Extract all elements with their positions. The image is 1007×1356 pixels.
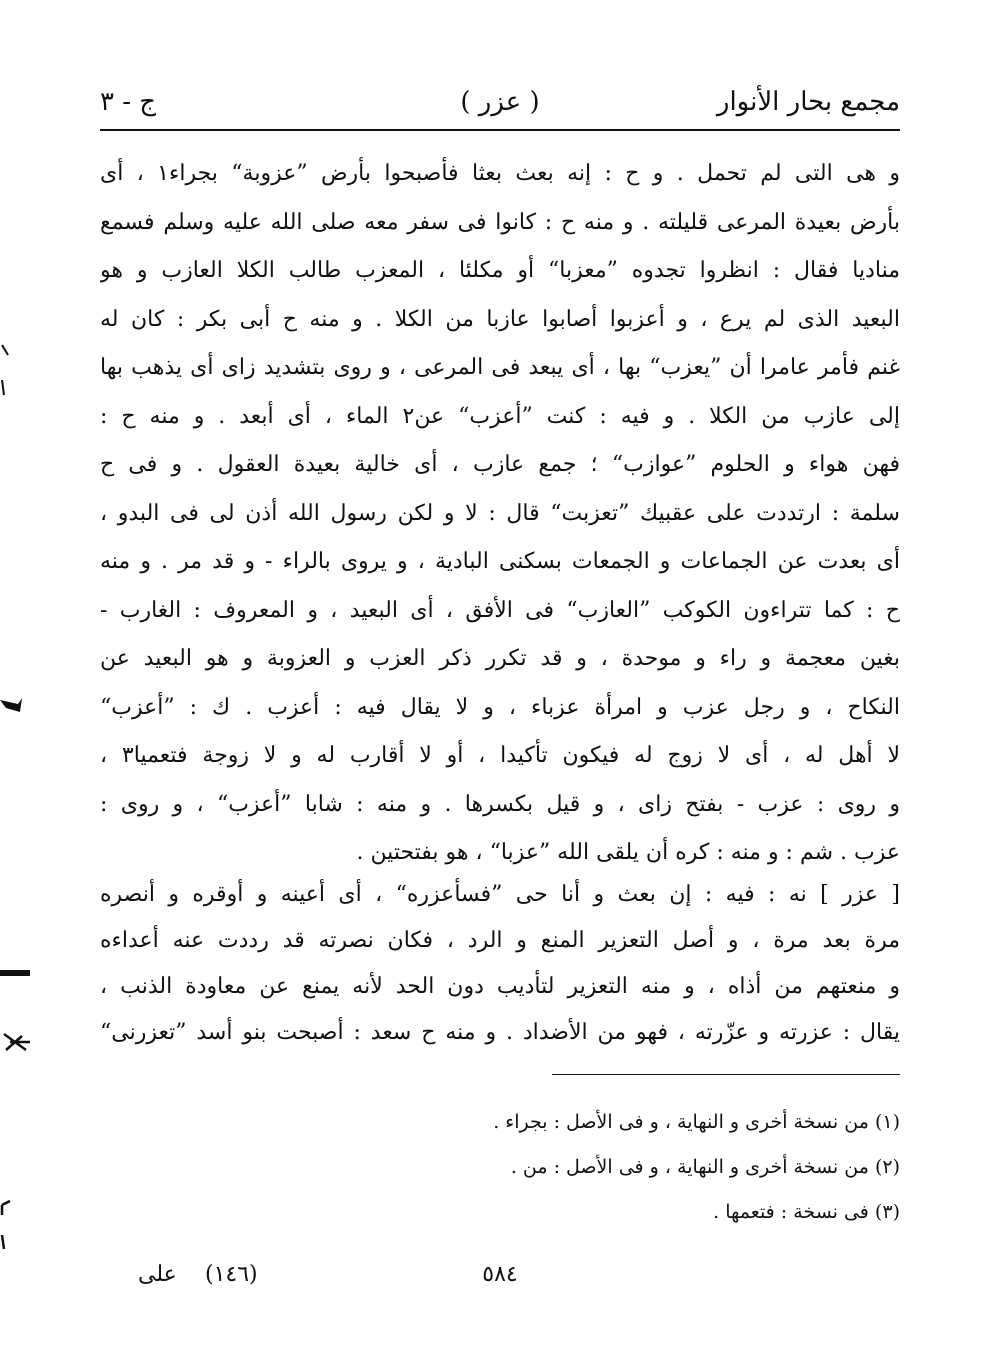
header-divider bbox=[100, 129, 900, 131]
book-title: مجمع بحار الأنوار bbox=[716, 87, 900, 117]
text-line: و روى : عزب - بفتح زاى ، و قيل بكسرها . و منه : شابا ”أعزب“ ، و روى : bbox=[100, 791, 900, 817]
footnote: (٢) من نسخة أخرى و النهاية ، و فى الأصل : من . bbox=[510, 1156, 900, 1178]
margin-mark-icon bbox=[0, 960, 32, 984]
text-line: أى بعدت عن الجماعات و الجمعات بسكنى البادية ، و يروى بالراء - و قد مر . و منه bbox=[100, 549, 900, 574]
main-text-block bbox=[100, 150, 900, 878]
text-line: فهن هواء و الحلوم ”عوازب“ ؛ جمع عازب ، أى خالية بعيدة العقول . و فى ح bbox=[100, 452, 900, 477]
text-line: النكاح ، و رجل عزب و امرأة عزباء ، و لا يقال فيه : أعزب . ك : ”أعزب“ bbox=[100, 694, 900, 720]
text-line: إلى عازب من الكلا . و فيه : كنت ”أعزب“ عن٢ الماء ، أى أبعد . و منه ح : bbox=[100, 403, 900, 429]
text-line: [ عزر ] نه : فيه : إن بعث و أنا حى ”فسأعزره“ ، أى أعينه و أوقره و أنصره bbox=[100, 882, 900, 907]
entry-heading: ( عزر ) bbox=[460, 87, 540, 117]
footnote-divider bbox=[552, 1074, 900, 1075]
text-line: عزب . شم : و منه : كره أن يلقى الله ”عزبا“ ، هو بفتحتين . bbox=[356, 840, 900, 865]
text-line: بأرض بعيدة المرعى قليلته . و منه ح : كانوا فى سفر معه صلى الله عليه وسلم فسمع bbox=[100, 209, 900, 235]
page-footer bbox=[100, 1255, 900, 1295]
footnote: (٣) فى نسخة : فتعمها . bbox=[713, 1201, 900, 1223]
margin-mark-icon bbox=[0, 1195, 32, 1255]
text-line: يقال : عزرته و عزّرته ، فهو من الأضداد . و منه ح سعد : أصبحت بنو أسد ”تعزرنى“ bbox=[100, 1020, 900, 1045]
text-line: مناديا فقال : انظروا تجدوه ”معزبا“ أو مكلئا ، المعزب طالب الكلا العازب و هو bbox=[100, 258, 900, 283]
margin-mark-icon bbox=[0, 1030, 32, 1054]
text-line: البعيد الذى لم يرع ، و أعزبوا أصابوا عازبا من الكلا . و منه ح أبى بكر : كان له bbox=[100, 306, 900, 332]
footnote: (١) من نسخة أخرى و النهاية ، و فى الأصل : بجراء . bbox=[493, 1111, 900, 1133]
signature-code: (١٤٦) bbox=[205, 1262, 258, 1287]
text-line: مرة بعد مرة ، و أصل التعزير المنع و الرد ، فكان نصرته قد رددت عنه أعداءه bbox=[100, 928, 900, 953]
text-line: ح : كما تتراءون الكوكب ”العازب“ فى الأفق ، أى البعيد ، و المعروف : الغارب - bbox=[100, 597, 900, 623]
text-line: بغين معجمة و راء و موحدة ، و قد تكرر ذكر العزب و العزوبة و هو البعيد عن bbox=[100, 646, 900, 671]
volume-number: ج - ٣ bbox=[100, 87, 157, 117]
page-header bbox=[100, 82, 900, 122]
text-line: و هى التى لم تحمل . و ح : إنه بعث بعثا فأصبحوا بأرض ”عزوبة“ بجراء١ ، أى bbox=[100, 161, 900, 186]
text-line: سلمة : ارتددت على عقبيك ”تعزبت“ قال : لا و لكن رسول الله أذن لى فى البدو ، bbox=[100, 500, 900, 526]
footnotes bbox=[400, 1100, 900, 1235]
page-number: ٥٨٤ bbox=[482, 1262, 518, 1287]
margin-mark-icon bbox=[0, 340, 32, 400]
text-line: لا أهل له ، أى لا زوج له فيكون تأكيدا ، أو لا أقارب له و لا زوجة فتعميا٣ ، bbox=[100, 743, 900, 768]
catchword: على bbox=[138, 1262, 177, 1287]
text-line: و منعتهم من أذاه ، و منه التعزير لتأديب دون الحد لأنه يمنع عن معاودة الذنب ، bbox=[100, 974, 900, 999]
text-line: غنم فأمر عامرا أن ”يعزب“ بها ، أى يبعد فى المرعى ، و روى بتشديد زاى أى يذهب بها bbox=[100, 355, 900, 380]
margin-mark-icon bbox=[0, 690, 32, 720]
entry-paragraph bbox=[100, 872, 900, 1056]
